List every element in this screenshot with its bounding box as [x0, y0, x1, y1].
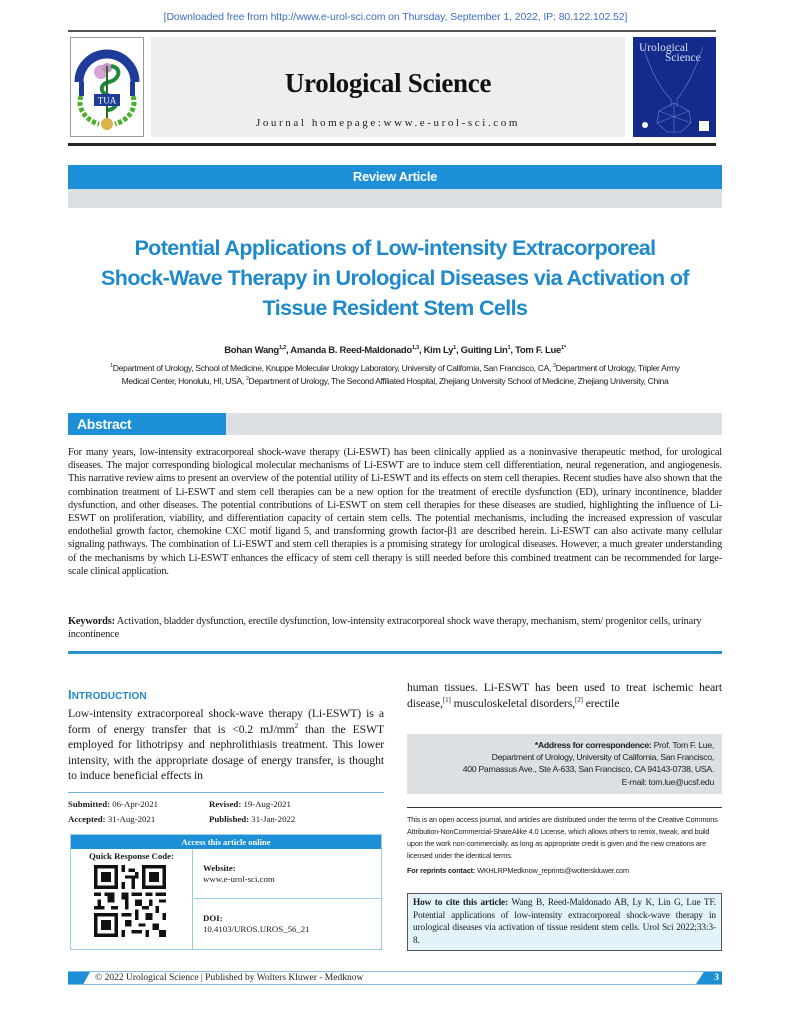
open-access-notice: This is an open access journal, and articles are distributed under the terms of the Creative Commons Attribution-NonCommercial-ShareAlike 4.0 License, which allows others to remix, tweak, and build upon the work non-commercially, as long as appropriate credit is given and the new creations are licensed under the identical terms.	[407, 815, 718, 860]
intro-text: human tissues. Li-ESWT has been used to treat ischemic heart disease,	[407, 681, 722, 710]
author-list: Bohan Wang$^{1,2}$, Amanda B. Reed-Maldonado$^{1,3}$, Kim Ly$^1$, Guiting Lin$^1$, Tom F. Lue$^{1*}$	[224, 344, 566, 356]
author-affiliation-mark: 1,2	[278, 344, 286, 351]
reference-link[interactable]: [2]	[574, 695, 583, 704]
published-label: Published:	[209, 814, 250, 824]
intro-text: erectile	[582, 696, 620, 710]
abstract-header-bar	[68, 413, 722, 435]
website-link[interactable]: www.e-urol-sci.com	[203, 874, 275, 884]
paper-title-line: Shock-Wave Therapy in Urological Diseases via Activation of	[101, 266, 689, 290]
author-name: Amanda B. Reed-Maldonado	[290, 345, 412, 356]
journal-title: Urological Science	[284, 68, 492, 98]
accepted-label: Accepted:	[68, 814, 106, 824]
accepted-date: 31-Aug-2021	[105, 814, 156, 824]
submitted-label: Submitted:	[68, 799, 111, 809]
reference-link[interactable]: [1]	[442, 695, 451, 704]
author-affiliation-mark: 1*	[560, 344, 566, 351]
cite-text: Wang B, Reed-Maldonado AB, Ly K, Lin G, Lue TF. Potential applications of low-intensity extracorporeal shock-wave therapy in urological diseases via activation of tissue resident stem cells. Urol Sci 2022;33:3-8.	[413, 898, 716, 946]
cover-title-line1: Urological	[639, 42, 689, 54]
intro-text: than the ESWT employed for lithotripsy and nephrolithiasis treatment. This lower intensity, with the appropriate dosage of energy transfer, is thought to induce beneficial effects in	[68, 722, 385, 783]
download-banner: [Downloaded free from http://www.e-urol-sci.com on Thursday, September 1, 2022, IP: 80.122.102.52]	[163, 11, 628, 23]
correspondence-box	[407, 734, 722, 794]
article-type-banner: Review Article	[68, 165, 722, 189]
introduction-heading	[68, 687, 147, 702]
submitted-date: 06-Apr-2021	[110, 799, 159, 809]
website-label: Website:	[203, 863, 236, 873]
qr-cell	[71, 849, 193, 950]
heading-initial: I	[68, 687, 72, 702]
keywords-label: Keywords:	[68, 616, 115, 627]
keywords-divider	[68, 651, 722, 654]
superscript: 2	[294, 721, 298, 730]
correspondence-email[interactable]: E-mail: tom.lue@ucsf.edu	[621, 776, 714, 787]
access-heading: Access this article online	[71, 835, 381, 849]
journal-masthead	[68, 30, 716, 146]
journal-cover-thumbnail	[633, 37, 716, 137]
reprints-label: For reprints contact:	[407, 866, 476, 875]
qr-label: Quick Response Code:	[88, 851, 175, 861]
article-type-subbar	[68, 189, 722, 208]
correspondence-line: 400 Parnassus Ave., Ste A-633, San Francisco, CA 94143-0738, USA.	[462, 764, 714, 775]
introduction-text-left	[68, 706, 384, 784]
doi-label: DOI:	[203, 913, 223, 923]
journal-homepage: Journal homepage:www.e-urol-sci.com	[255, 117, 521, 129]
page-footer	[68, 971, 722, 985]
journal-cover-icon	[633, 37, 716, 137]
affiliation-text: Department of Urology, The Second Affiliated Hospital, Zhejiang University School of Medicine, Zhejiang University, China	[248, 376, 669, 386]
tua-society-emblem-icon	[71, 38, 143, 136]
qr-code-icon[interactable]	[94, 865, 166, 937]
dates-divider	[68, 792, 384, 793]
abstract-heading: Abstract	[68, 413, 226, 435]
affiliations	[68, 362, 722, 388]
website-cell	[194, 849, 382, 899]
society-logo	[70, 37, 144, 137]
correspondence-name: Prof. Tom F. Lue,	[651, 740, 714, 750]
author-affiliation-mark: 1	[453, 344, 456, 351]
footer-copyright: © 2022 Urological Science | Published by Wolters Kluwer - Medknow	[95, 973, 364, 983]
footer-accent-left	[68, 972, 90, 984]
journal-title-panel	[151, 37, 625, 137]
paper-title-line: Potential Applications of Low-intensity Extracorporeal	[134, 236, 656, 260]
author-affiliation-mark: 1	[507, 344, 511, 351]
author-name: Bohan Wang	[224, 345, 279, 356]
author-name: Tom F. Lue	[515, 345, 561, 356]
heading-rest: NTRODUCTION	[71, 691, 147, 702]
introduction-text-right	[407, 680, 722, 711]
affiliation-text: Medical Center, Honolulu, HI, USA,	[121, 376, 246, 386]
affiliation-mark: 2	[245, 376, 249, 383]
doi-link[interactable]: 10.4103/UROS.UROS_56_21	[203, 924, 310, 934]
reprints-email[interactable]: WKHLRPMedknow_reprints@wolterskluwer.com	[475, 866, 629, 875]
affiliation-text: Department of Urology, School of Medicine, Knuppe Molecular Urology Laboratory, University of California, San Francisco, CA,	[112, 363, 554, 373]
published-date: 31-Jan-2022	[249, 814, 296, 824]
keywords	[68, 615, 722, 641]
intro-text: musculoskeletal disorders,	[450, 696, 575, 710]
paper-title-line: Tissue Resident Stem Cells	[262, 296, 528, 320]
paper-title	[68, 233, 722, 323]
affiliation-mark: 1	[110, 363, 113, 370]
affiliation-text: Department of Urology, Tripler Army	[555, 363, 680, 373]
cover-title-line2: Science	[665, 52, 701, 64]
open-access-divider	[407, 807, 722, 808]
affiliation-mark: 3	[553, 363, 556, 370]
correspondence-label: *Address for correspondence:	[534, 740, 652, 750]
revised-label: Revised:	[209, 799, 242, 809]
how-to-cite-box	[407, 893, 722, 951]
cite-label: How to cite this article:	[413, 898, 509, 908]
doi-cell	[194, 900, 382, 950]
reprints-contact	[407, 866, 722, 875]
author-name: Guiting Lin	[460, 345, 508, 356]
revised-date: 19-Aug-2021	[241, 799, 291, 809]
abstract-body: For many years, low-intensity extracorporeal shock-wave therapy (Li-ESWT) has been clinically applied as a noninvasive therapeutic method, for urological diseases. The major corresponding biological molecular mechanisms of Li-ESWT are to induce stem cell differentiation, neural regeneration, and angiogenesis. This narrative review aims to present an overview of the potential utility of Li-ESWT and its effects on stem cell therapies. Recent studies have also shown that the combination treatment of Li-ESWT and stem cell therapies can be a new option for the treatment of erectile dysfunction (ED), urinary incontinence, bladder dysfunction, and other diseases. The potential contributions of Li-ESWT on stem cell therapies for these diseases are studied, highlighting the influence of Li-ESWT on proliferation, viability, and differentiation capacity of certain stem cells. The potential mechanisms, including the increased expression of vascular endothelial growth factor, chemokine CXC motif ligand 5, and transforming growth factor-β1 are described herein. Li-ESWT can also activate many cellular signaling pathways. The combination of Li-ESWT and stem cell therapies is a promising strategy for urological diseases. However, a much greater understanding of the mechanisms by which Li-ESWT enhances the efficacy of stem cell therapy is still needed before this combined treatment can be recommended for large-scale clinical application.	[68, 447, 722, 577]
author-name: Kim Ly	[423, 345, 454, 356]
keywords-text: Activation, bladder dysfunction, erectile dysfunction, low-intensity extracorporeal shock wave therapy, mechanism, stem/ progenitor cells, urinary incontinence	[68, 616, 702, 641]
author-affiliation-mark: 1,3	[411, 344, 419, 351]
page-number: 3	[714, 973, 719, 983]
correspondence-line: Department of Urology, University of California, San Francisco,	[491, 752, 714, 763]
tua-logo-text: TUA	[97, 95, 117, 106]
access-online-box	[70, 834, 382, 950]
intro-text: Low-intensity extracorporeal shock-wave therapy (Li-ESWT) is a form of energy transfer that is <0.2 mJ/mm	[68, 707, 384, 736]
